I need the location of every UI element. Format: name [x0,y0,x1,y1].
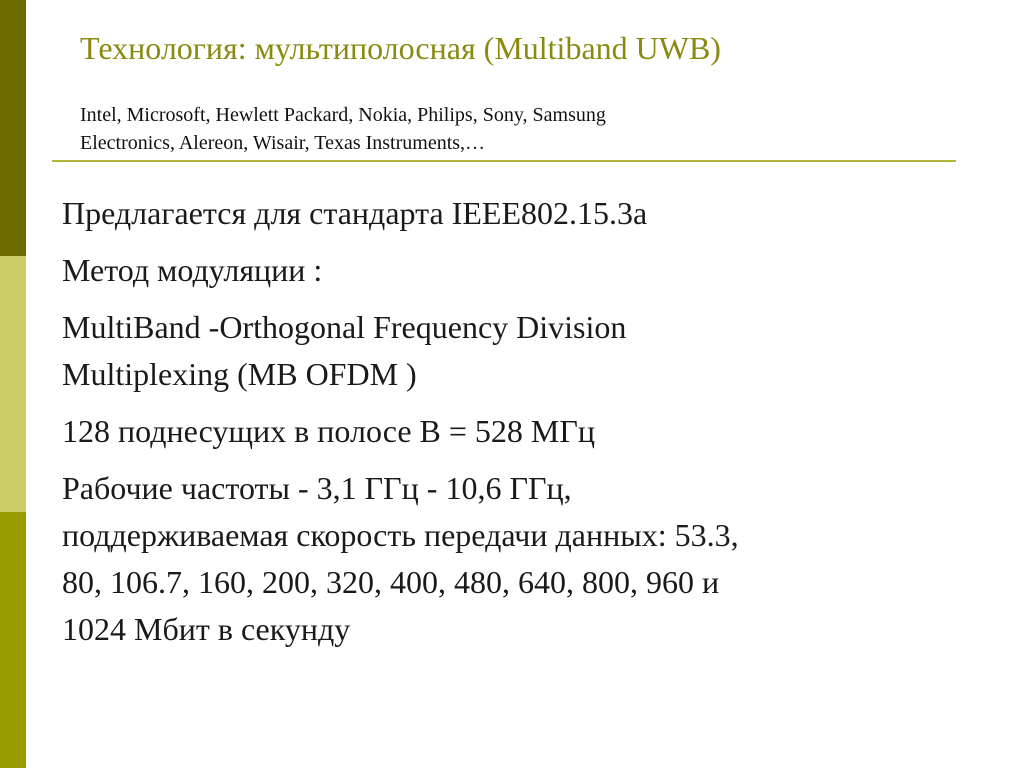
sidebar-stripe-top [0,0,26,256]
paragraph-line: MultiBand -Orthogonal Frequency Division [62,309,627,345]
paragraph-line: поддерживаемая скорость передачи данных: 53.3, [62,517,739,553]
paragraph-line: Рабочие частоты - 3,1 ГГц - 10,6 ГГц, [62,470,572,506]
paragraph-modulation-method [62,247,982,294]
paragraph-line: 80, 106.7, 160, 200, 320, 400, 480, 640, 800, 960 и [62,564,720,600]
companies-line-1: Intel, Microsoft, Hewlett Packard, Nokia, Philips, Sony, Samsung [80,104,606,126]
slide-body [62,190,982,663]
paragraph-standard [62,190,982,237]
sidebar-stripe-bottom [0,512,26,768]
paragraph-line: 1024 Мбит в секунду [62,611,351,647]
paragraph-frequencies-rates [62,465,982,653]
paragraph-subcarriers [62,408,982,455]
header-divider [52,160,956,162]
paragraph-line: Предлагается для стандарта IEEE802.15.3a [62,195,648,231]
paragraph-line: Multiplexing (MB OFDM ) [62,356,417,392]
companies-list [80,101,800,157]
sidebar-stripe-middle [0,256,26,512]
slide-title: Технология: мультиполосная (Multiband UWB) [80,30,721,66]
paragraph-line: 128 поднесущих в полосе B = 528 МГц [62,413,595,449]
paragraph-line: Метод модуляции : [62,252,323,288]
paragraph-mb-ofdm [62,304,982,398]
companies-line-2: Electronics, Alereon, Wisair, Texas Instruments,… [80,132,486,154]
